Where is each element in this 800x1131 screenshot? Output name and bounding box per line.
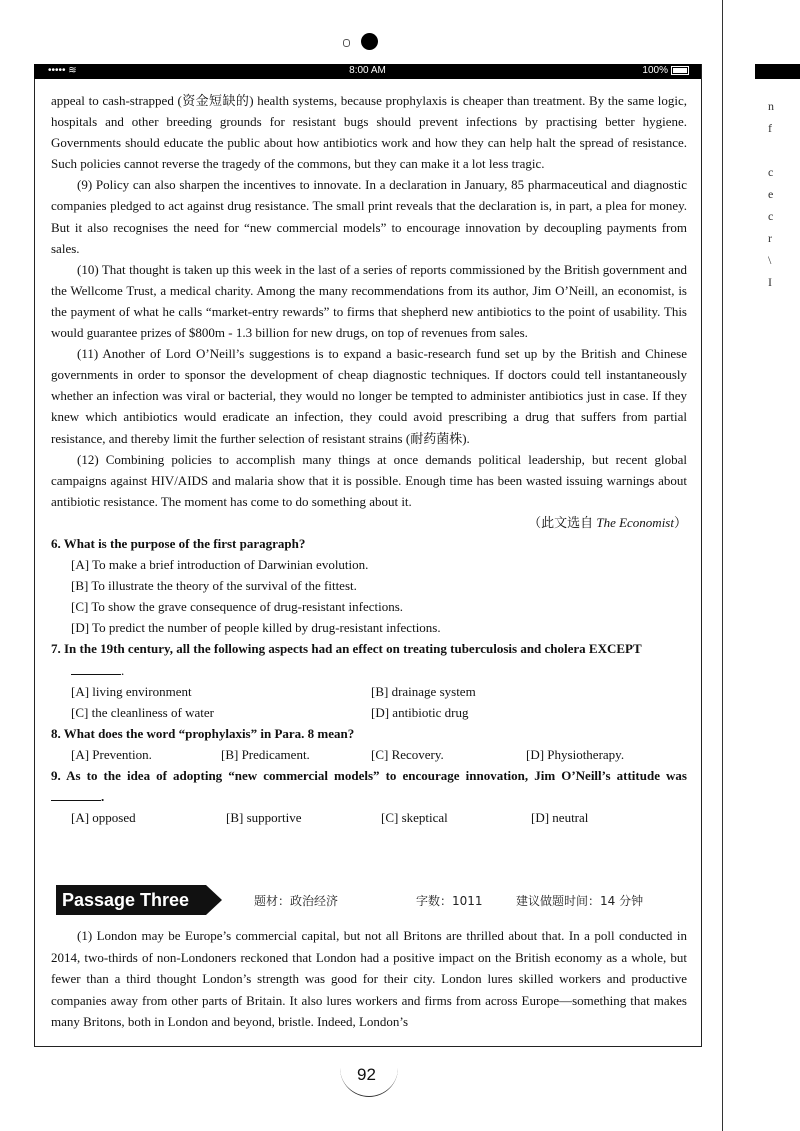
paragraph: (1) London may be Europe’s commercial capital, but not all Britons are thrilled about that. In a poll conducted in 2014, two-thirds of non-Londoners reckoned that London had a positive impact on the British economy as a whole, but fewer than a third thought London’s strength was good for their city. London lures skilled workers and productive companies away from other parts of Britain. It also lures workers and firms from across Europe—something that makes many Britons, both in London and beyond, bristle. Indeed, London’s <box>51 928 687 1030</box>
fragment: c <box>768 209 774 223</box>
answer-blank: . <box>71 660 687 681</box>
fragment: r <box>768 231 772 245</box>
option: [C] skeptical <box>381 810 448 826</box>
status-bar <box>34 64 701 79</box>
option: [A] living environment <box>71 683 192 699</box>
option: [C] Recovery. <box>371 746 444 762</box>
option: [A] Prevention. <box>71 746 152 762</box>
option: [D] To predict the number of people killed by drug-resistant infections. <box>71 620 441 636</box>
passage-topic: 题材：政治经济 <box>254 894 339 908</box>
paragraph: (12) Combining policies to accomplish many things at once demands political leadership, but recent global campaigns against HIV/AIDS and malaria show that it is possible. Enough time has been wasted issuing warnings about antibiotic resistance. The moment has come to do something about it. <box>51 451 687 509</box>
fragment: n <box>768 99 774 113</box>
option: [C] the cleanliness of water <box>71 704 214 720</box>
passage-banner <box>56 885 696 915</box>
question-7: 7. In the 19th century, all the following aspects had an effect on treating tuberculosis and cholera EXCEPT <box>51 641 642 657</box>
option: [A] opposed <box>71 810 136 826</box>
article-body <box>51 90 687 828</box>
option: [B] drainage system <box>371 683 476 699</box>
question-8: 8. What does the word “prophylaxis” in Para. 8 mean? <box>51 725 355 741</box>
passage-word-count: 字数：1011 <box>416 894 483 908</box>
sensor-icon <box>343 39 350 47</box>
signal-wifi-icon: ••••• ≋ <box>48 65 77 76</box>
source-name: The Economist <box>596 514 674 530</box>
question-6: 6. What is the purpose of the first paragraph? <box>51 535 306 551</box>
fragment: I <box>768 275 772 289</box>
paragraph: appeal to cash-strapped (资金短缺的) health systems, because prophylaxis is cheaper than treatment. By the same logic, hospitals and other breeding grounds for resistant bugs should prevent infections by practising better hygiene. Governments should educate the public about how antibiotics work and how they can help halt the spread of resistance. Such policies cannot reverse the tragedy of the commons, but they can make it a lot less tragic. <box>51 93 687 172</box>
status-time: 8:00 AM <box>349 65 386 76</box>
battery-indicator <box>642 65 689 76</box>
paragraph: (9) Policy can also sharpen the incentives to innovate. In a declaration in January, 85 pharmaceutical and diagnostic companies pledged to act against drug resistance. The small print reveals that the declaration is, in part, a plea for money. But it also recognises the need for “new commercial models” to encourage innovation by decoupling payments from sales. <box>51 177 687 256</box>
fragment: \ <box>768 253 772 267</box>
source-suffix: ） <box>673 514 687 530</box>
question-9: 9. As to the idea of adopting “new commercial models” to encourage innovation, Jim O’Neill’s attitude was . <box>51 768 687 805</box>
passage-suggested-time: 建议做题时间：14 分钟 <box>516 894 644 908</box>
fragment: c <box>768 165 774 179</box>
option: [A] To make a brief introduction of Darwinian evolution. <box>71 557 369 573</box>
next-page-fragments <box>768 95 774 293</box>
option: [B] To illustrate the theory of the survival of the fittest. <box>71 578 357 594</box>
battery-percent: 100% <box>642 65 668 76</box>
fragment: e <box>768 187 774 201</box>
next-page-statusbar <box>755 64 800 79</box>
battery-icon <box>671 66 689 75</box>
option: [B] supportive <box>226 810 302 826</box>
passage-title: Passage Three <box>56 885 206 915</box>
source-prefix: （此文选自 <box>528 514 597 530</box>
paragraph: (11) Another of Lord O’Neill’s suggestions is to expand a basic-research fund set up by the British and Chinese governments in order to sponsor the development of cheap diagnostic techniques. If doctors could tell instantaneously whether an infection was viral or bacterial, they would no longer be tempted to administer antibiotics just in case. If they knew which antibiotics would eradicate an infection, they could avoid prescribing a drug that suffers from partial resistance, and thereby limit the further selection of resistant strains (耐药菌株). <box>51 346 687 446</box>
page-edge-divider <box>722 0 723 1131</box>
option: [B] Predicament. <box>221 746 310 762</box>
source-note <box>51 512 687 533</box>
option: [D] neutral <box>531 810 589 826</box>
fragment: f <box>768 121 772 135</box>
question-9-stem: 9. As to the idea of adopting “new commercial models” to encourage innovation, Jim O’Neill’s attitude was <box>51 768 687 783</box>
option: [C] To show the grave consequence of drug-resistant infections. <box>71 599 404 615</box>
option: [D] Physiotherapy. <box>526 746 625 762</box>
paragraph: (10) That thought is taken up this week in the last of a series of reports commissioned by the British government and the Wellcome Trust, a medical charity. Among the many recommendations from its author, Jim O’Neill, an economist, is the payment of what he calls “market-entry rewards” to firms that shepherd new antibiotics to the point of usability. This would guarantee prizes of $800m - 1.3 billion for new drugs, on top of revenues from sales. <box>51 261 687 341</box>
option: [D] antibiotic drug <box>371 704 469 720</box>
camera-lens-icon <box>361 33 378 50</box>
page-number: 92 <box>357 1065 376 1084</box>
fragment <box>768 139 774 161</box>
passage-three-body <box>51 925 687 1033</box>
